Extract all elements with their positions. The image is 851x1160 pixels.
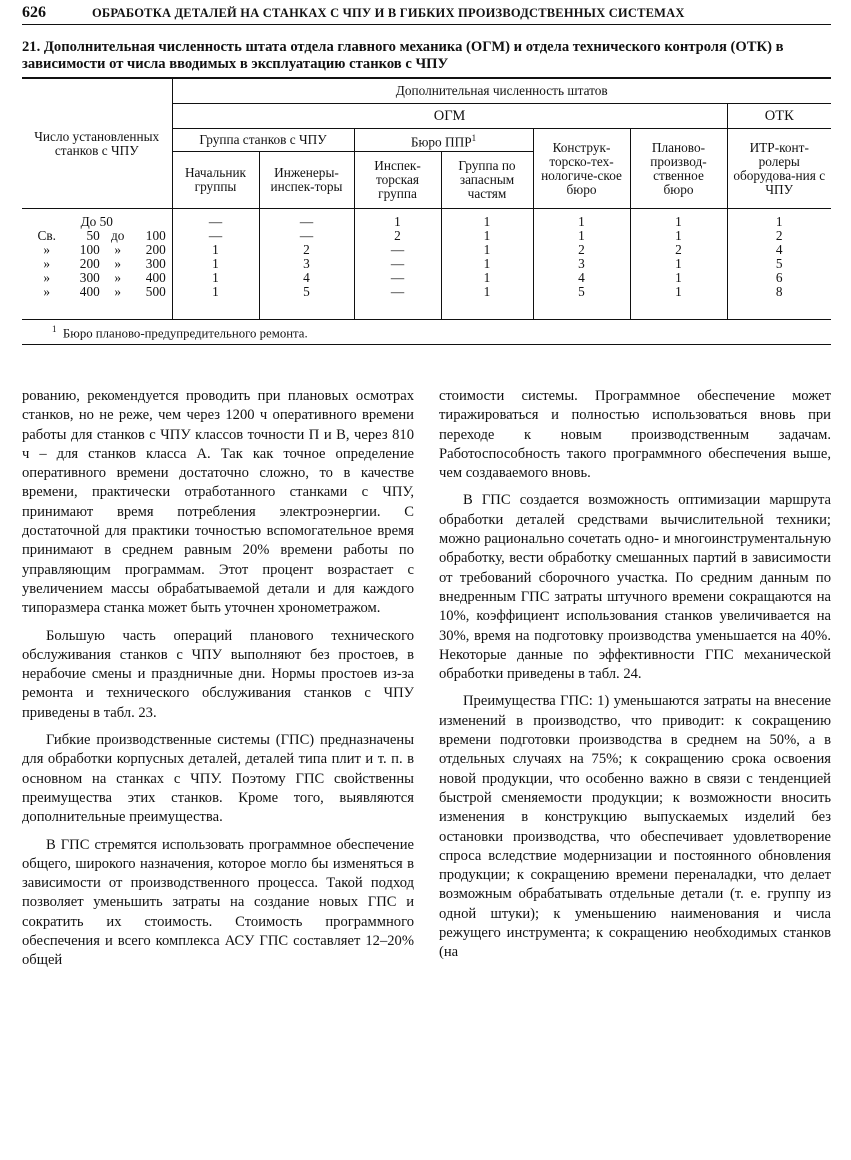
header-row-label: Число установленных станков с ЧПУ [22, 78, 172, 209]
group-ogm: ОГМ [172, 104, 727, 129]
subgroup-cnc: Группа станков с ЧПУ [172, 129, 354, 152]
right-column [439, 387, 831, 971]
paragraph: В ГПС стремятся использовать программное обеспечение общего, широкого назначения, которое могло бы изменяться в зависимости от производственного процесса. Такой подход позволяет уменьшить затраты на создание новых ГПС и сократить их стоимость. Стоимость программного обеспечения и всего комплекса АСУ ГПС составляет 12–20% общей [22, 836, 414, 969]
header-top: Дополнительная численность штатов [172, 78, 831, 104]
col-head-group: Начальник группы [172, 152, 259, 209]
table-footnote: $^1$ Бюро планово-предупредительного ремонта. [22, 320, 831, 345]
table-row: » 200 » 300 1 3 — 1 3 1 5 [22, 257, 831, 271]
running-title: ОБРАБОТКА ДЕТАЛЕЙ НА СТАНКАХ С ЧПУ И В ГИБКИХ ПРОИЗВОДСТВЕННЫХ СИСТЕМАХ [92, 6, 685, 20]
col-otk-controllers: ИТР-конт-ролеры оборудова-ния с ЧПУ [727, 129, 831, 209]
table-row: » 300 » 400 1 4 — 1 4 1 6 [22, 271, 831, 285]
table-row: » 100 » 200 1 2 — 1 2 2 4 [22, 243, 831, 257]
table-row: » 400 » 500 1 5 — 1 5 1 8 [22, 285, 831, 299]
left-column [22, 387, 414, 971]
col-planning-bureau: Планово-производ-ственное бюро [630, 129, 727, 209]
col-inspector-group: Инспек-торская группа [354, 152, 441, 209]
paragraph: рованию, рекомендуется проводить при плановых осмотрах станков, но не реже, чем через 1200 ч оперативного времени работы для станков с ЧПУ классов точности П и В, через 810 ч – для станков класса А. Так как точное определение оперативного времени достаточно сложно, то в качестве времени, практически отработанного станками с ЧПУ, принимают время потребления электроэнергии. С достаточной для практики точностью вспомогательное время принимают в среднем равным 20% времени работы по управляющим программам. Этот процент возрастает с увеличением массы обрабатываемой детали и для каждого типоразмера станка может быть уточнен хронометражом. [22, 388, 414, 617]
group-otk: ОТК [727, 104, 831, 129]
subgroup-ppr-footnote-mark: 1 [471, 132, 477, 143]
paragraph: Преимущества ГПС: 1) уменьшаются затраты на внесение изменений в производство, что приводит: к сокращению времени подготовки производства в среднем на 50%, а в отдельных случаях на 75%; к сокращению срока освоения новой продукции, что особенно важно в связи с тенденцией быстрой сменяемости продукции; к возможности вносить изменения в конструкцию выпускаемых изделий без остановки производства, что обеспечивает удовлетворение спроса вследствие модернизации и постоянного обновления продукции; к сокращению времени переналадки, что делает возможным обрабатывать отдельные детали (т. е. группу из одной штуки); к уменьшению наименования и числа режущего инструмента; к сокращению необходимых станков (на [439, 693, 831, 961]
col-engineers: Инженеры-инспек-торы [259, 152, 354, 209]
paragraph: Гибкие производственные системы (ГПС) предназначены для обработки корпусных деталей, деталей типа плит и т. п. в основном на станках с ЧПУ. Поэтому ГПС свойственны преимущества этих станков. Кроме того, выявляются дополнительные преимущества. [22, 732, 414, 826]
table-row: До 50 — — 1 1 1 1 1 [22, 209, 831, 230]
paragraph: В ГПС создается возможность оптимизации маршрута обработки деталей средствами вычислительной техники; можно рационально сочетать одно- и многоинструментальную обработку, вести обработку смешанных партий в зависимости от требований сборочного участка. По средним данным по внедренным ГПС затраты штучного времени сокращаются на 10%, коэффициент использования станков увеличивается на 30%, время на подготовку производства уменьшается на 40%. Некоторые данные по эффективности ГПС механической обработки приведены в табл. 24. [439, 492, 831, 683]
body-columns [22, 387, 831, 971]
table-title: 21. Дополнительная численность штата отдела главного механика (ОГМ) и отдела технического контроля (ОТК) в зависимости от числа вводимых в эксплуатацию станков с ЧПУ [22, 39, 784, 72]
staff-table [22, 77, 831, 319]
running-header [22, 0, 831, 25]
col-design-bureau: Конструк-торско-тех-нологиче-ское бюро [533, 129, 630, 209]
table-row: Св. 50 до 100 — — 2 1 1 1 2 [22, 229, 831, 243]
subgroup-ppr: Бюро ППР$^1$ [354, 129, 533, 152]
paragraph: Большую часть операций планового технического обслуживания станков с ЧПУ выполняют без простоев, в нерабочие смены и праздничные дни. Нормы простоев из-за ремонта и технического обслуживания станков с ЧПУ приведены в табл. 23. [22, 627, 414, 721]
paragraph: стоимости системы. Программное обеспечение может тиражироваться и полностью использоваться вновь при переходе к новым производственным задачам. Работоспособность такого программного обеспечения выше, чем создаваемого вновь. [439, 388, 831, 482]
col-spare-parts: Группа по запасным частям [441, 152, 533, 209]
page-number: 626 [22, 4, 46, 21]
